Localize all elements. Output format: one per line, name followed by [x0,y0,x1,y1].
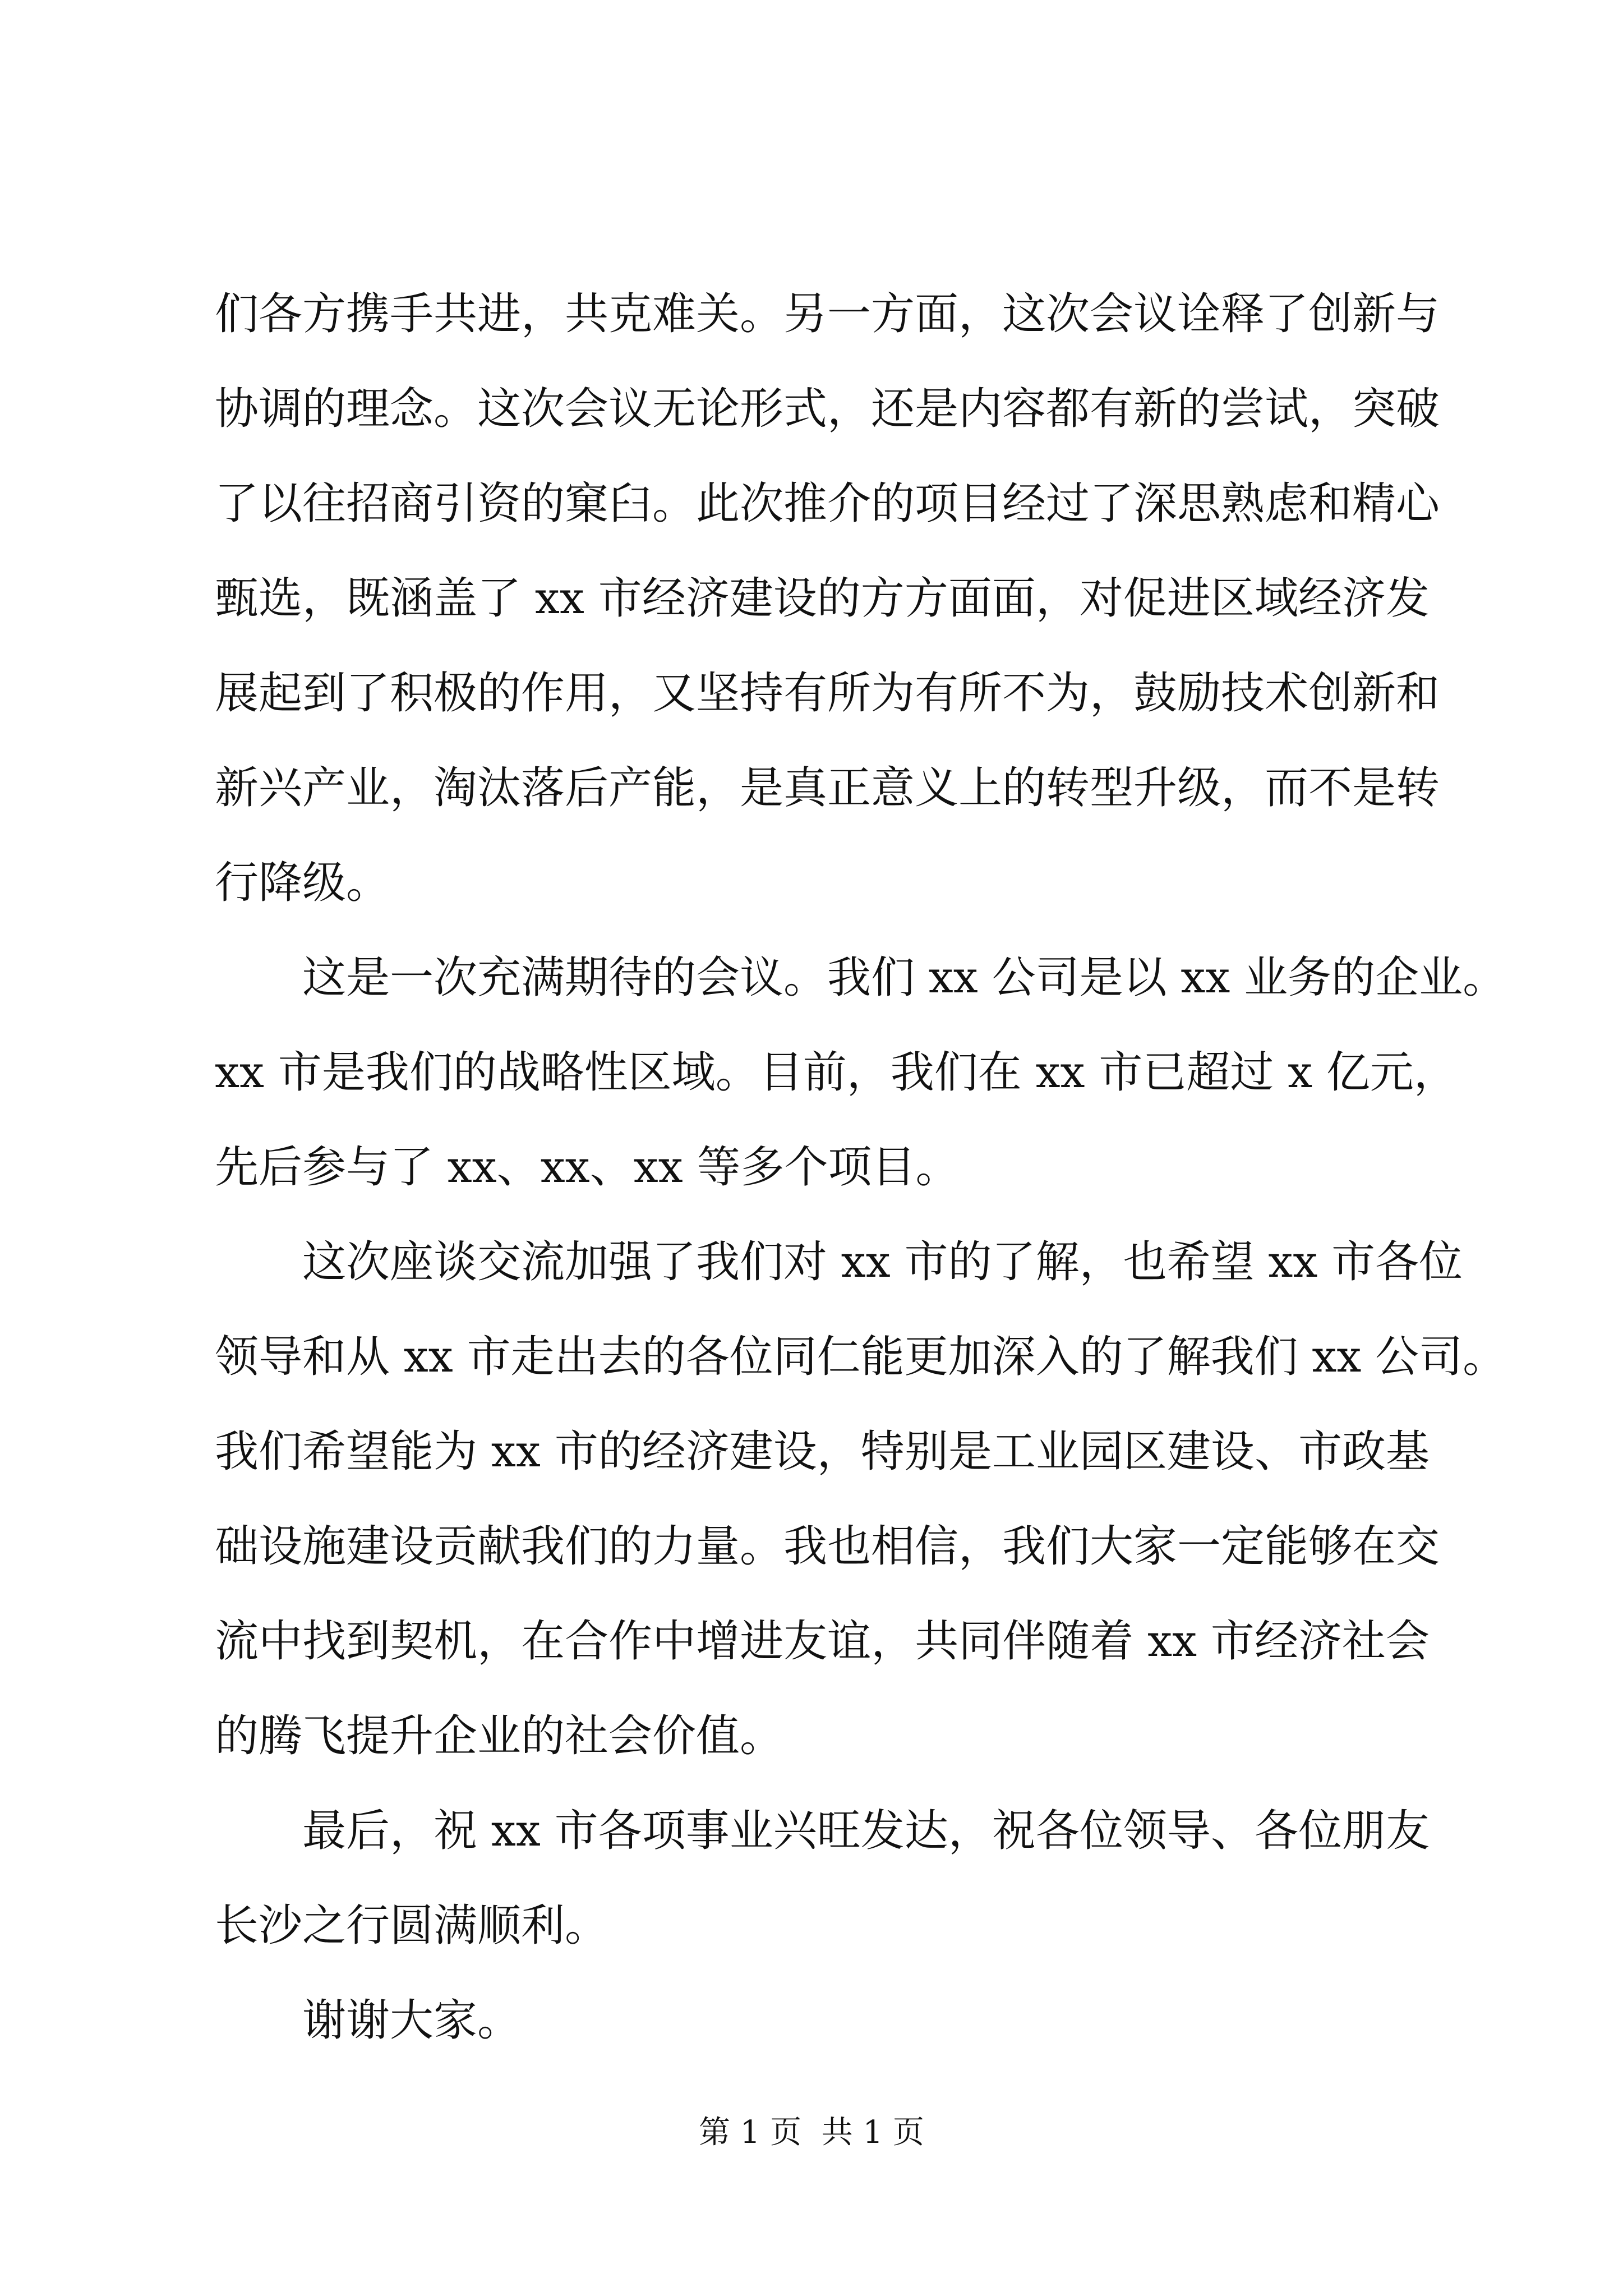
document-body [215,289,1507,2093]
paragraph-3-line-6: 的腾飞提升企业的社会价值。 [215,1711,784,1761]
paragraph-1-line-3: 了以往招商引资的窠臼。此次推介的项目经过了深思熟虑和精心 [215,478,1440,529]
paragraph-3-line-5: 流中找到契机，在合作中增进友谊，共同伴随着 xx 市经济社会 [215,1616,1430,1667]
paragraph-2-line-1: 这是一次充满期待的会议。我们 xx 公司是以 xx 业务的企业。 [302,953,1507,1003]
paragraph-3-line-4: 础设施建设贡献我们的力量。我也相信，我们大家一定能够在交 [215,1521,1440,1572]
paragraph-3-line-2: 领导和从 xx 市走出去的各位同仁能更加深入的了解我们 xx 公司。 [215,1332,1507,1382]
page-footer: 第 1 页 共 1 页 [698,2114,925,2151]
paragraph-1-line-4: 甄选，既涵盖了 xx 市经济建设的方方面面，对促进区域经济发 [215,573,1430,624]
paragraph-4-line-2: 长沙之行圆满顺利。 [215,1901,609,1951]
paragraph-3-line-1: 这次座谈交流加强了我们对 xx 市的了解，也希望 xx 市各位 [302,1237,1463,1287]
paragraph-4-line-1: 最后，祝 xx 市各项事业兴旺发达，祝各位领导、各位朋友 [302,1806,1430,1856]
paragraph-1-line-7: 行降级。 [215,858,390,908]
paragraph-5-line-1: 谢谢大家。 [302,1995,522,2046]
paragraph-1-line-1: 们各方携手共进，共克难关。另一方面，这次会议诠释了创新与 [215,289,1440,339]
paragraph-3-line-3: 我们希望能为 xx 市的经济建设，特别是工业园区建设、市政基 [215,1427,1430,1477]
paragraph-2-line-3: 先后参与了 xx、xx、xx 等多个项目。 [215,1142,960,1193]
paragraph-1-line-6: 新兴产业，淘汰落后产能，是真正意义上的转型升级，而不是转 [215,763,1440,813]
paragraph-1-line-5: 展起到了积极的作用，又坚持有所为有所不为，鼓励技术创新和 [215,668,1440,719]
paragraph-2-line-2: xx 市是我们的战略性区域。目前，我们在 xx 市已超过 x 亿元， [215,1047,1458,1098]
paragraph-1-line-2: 协调的理念。这次会议无论形式，还是内容都有新的尝试，突破 [215,384,1440,434]
